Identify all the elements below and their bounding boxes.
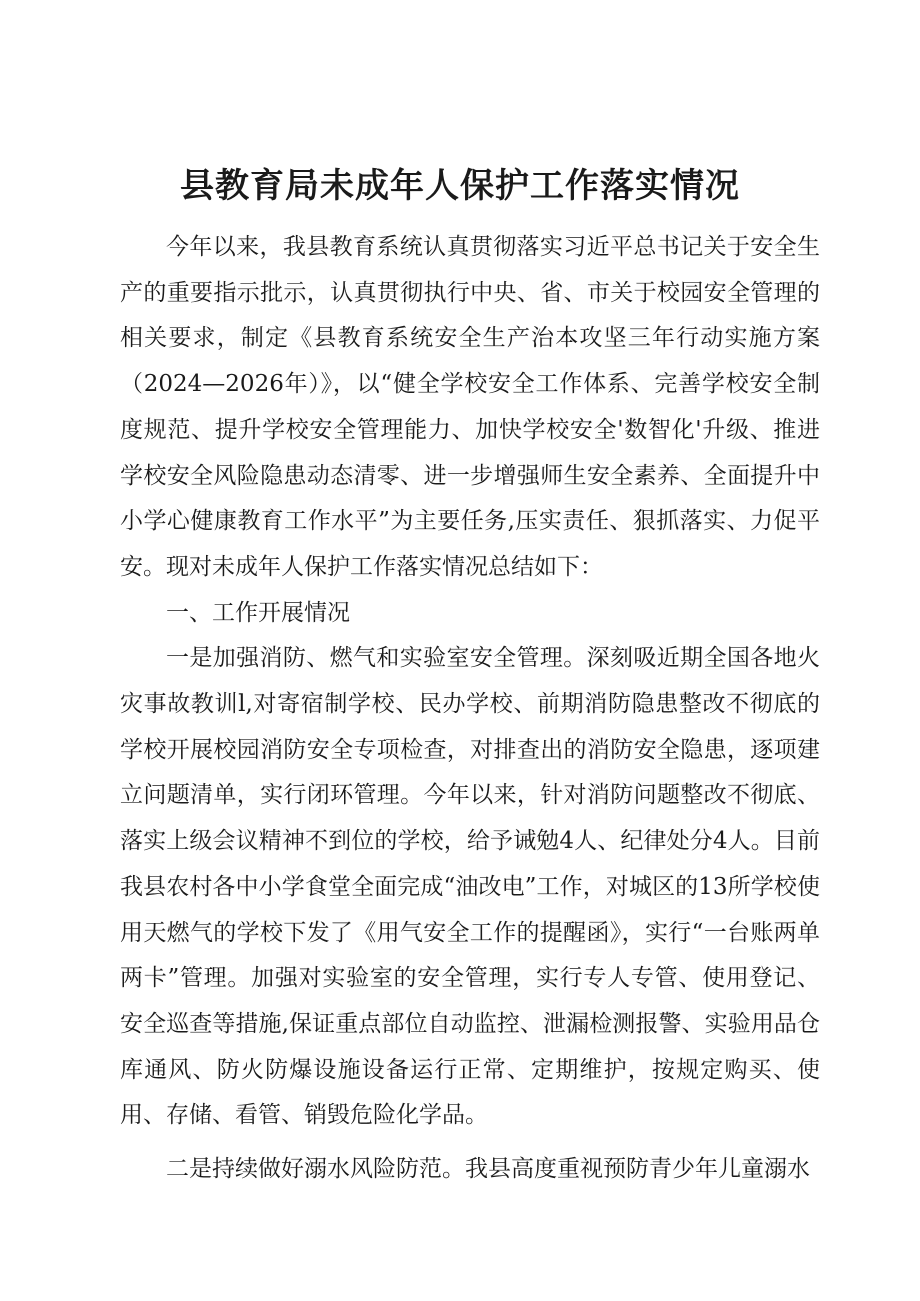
paragraph-gap xyxy=(120,1139,820,1147)
page-title: 县教育局未成年人保护工作落实情况 xyxy=(180,166,740,206)
fire-gas-lab-paragraph: 一是加强消防、燃气和实验室安全管理。深刻吸近期全国各地火灾事故教训l,对寄宿制学校、民办学校、前期消防隐患整改不彻底的学校开展校园消防安全专项检查，对排查出的消防安全隐患，逐项建立问题清单，实行闭环管理。今年以来，针对消防问题整改不彻底、落实上级会议精神不到位的学校，给予诫勉4人、纪律处分4人。目前我县农村各中小学食堂全面完成“油改电”工作，对城区的13所学校使用天燃气的学校下发了《用气安全工作的提醒函》，实行“一台账两单两卡”管理。加强对实验室的安全管理，实行专人专管、使用登记、安全巡查等措施,保证重点部位自动监控、泄漏检测报警、实验用品仓库通风、防火防爆设施设备运行正常、定期维护，按规定购买、使用、存储、看管、销毁危险化学品。 xyxy=(120,645,820,1129)
section-heading: 一、工作开展情况 xyxy=(166,599,350,626)
drowning-prevention-paragraph: 二是持续做好溺水风险防范。我县高度重视预防青少年儿童溺水 xyxy=(166,1156,810,1183)
document-body xyxy=(120,225,820,1193)
intro-paragraph: 今年以来，我县教育系统认真贯彻落实习近平总书记关于安全生产的重要指示批示，认真贯彻执行中央、省、市关于校园安全管理的相关要求，制定《县教育系统安全生产治本攻坚三年行动实施方案（2024—2026年）》，以“健全学校安全工作体系、完善学校安全制度规范、提升学校安全管理能力、加快学校安全'数智化'升级、推进学校安全风险隐患动态清零、进一步增强师生安全素养、全面提升中小学心健康教育工作水平”为主要任务,压实责任、狠抓落实、力促平安。现对未成年人保护工作落实情况总结如下： xyxy=(120,234,820,580)
